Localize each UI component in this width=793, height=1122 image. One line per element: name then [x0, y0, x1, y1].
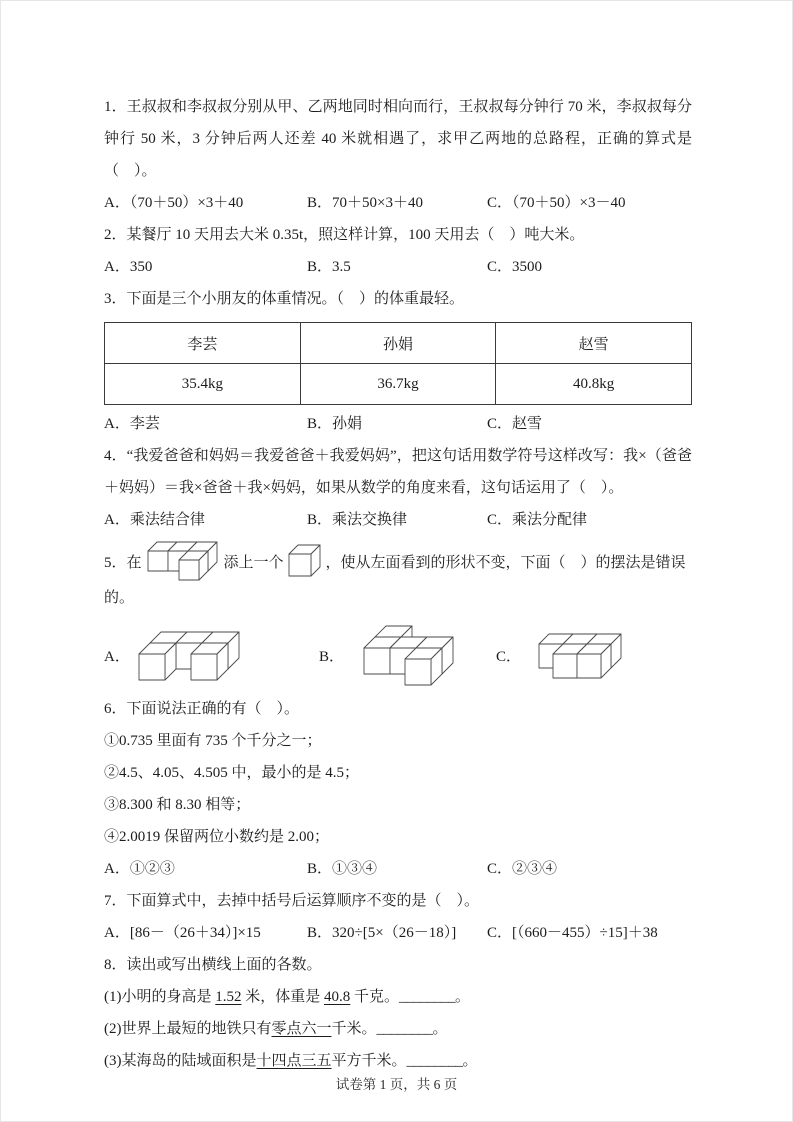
- question-6-options: [104, 853, 692, 885]
- question-8-text: 8．读出或写出横线上面的各数。: [104, 957, 322, 973]
- q5-option-c-label: C．: [496, 649, 522, 665]
- q3-option-c: C．赵雪: [487, 416, 543, 432]
- question-3-text: 3．下面是三个小朋友的体重情况。（ ）的体重最轻。: [104, 291, 465, 307]
- question-3-options: [104, 408, 692, 440]
- q8-item-3-answer-blank: ________: [406, 1053, 463, 1069]
- q4-option-a: A．乘法结合律: [104, 512, 205, 528]
- q5-option-b-cube-figure: [352, 624, 456, 687]
- question-5-line: [104, 540, 692, 582]
- q6-item-1: ①0.735 里面有 735 个千分之一；: [104, 733, 322, 749]
- page-footer: 试卷第 1 页，共 6 页: [335, 1077, 458, 1092]
- single-cube-figure: [288, 544, 322, 578]
- q6-option-b: B．①③④: [307, 861, 378, 877]
- question-4-options: [104, 504, 692, 536]
- q8-item-3-underlined-1: 十四点三五: [256, 1053, 332, 1069]
- q8-item-2-pre: (2)世界上最短的地铁只有: [104, 1021, 272, 1037]
- q4-option-c: C．乘法分配律: [487, 512, 588, 528]
- q6-option-c: C．②③④: [487, 861, 558, 877]
- q1-option-a: A．（70＋50）×3＋40: [104, 195, 244, 211]
- question-1-text: 1．王叔叔和李叔叔分别从甲、乙两地同时相向而行，王叔叔每分钟行 70 米，李叔叔每分钟行 50 米，3 分钟后两人还差 40 米就相遇了，求甲乙两地的总路程，正确的算式是（ ）。: [104, 99, 692, 179]
- weight-table-name-3: 赵雪: [496, 323, 692, 364]
- weight-table-name-1: 李芸: [105, 323, 301, 364]
- q2-option-c: C．3500: [487, 259, 543, 275]
- q8-item-1-post: 千克。: [350, 989, 400, 1005]
- q6-item-2: ②4.5、4.05、4.505 中，最小的是 4.5；: [104, 765, 360, 781]
- q8-item-1-answer-blank: ________: [399, 989, 456, 1005]
- q5-option-a: [104, 630, 319, 682]
- q5-option-a-label: A．: [104, 649, 130, 665]
- q1-option-b: B．70＋50×3＋40: [307, 195, 423, 211]
- exam-content: [104, 91, 692, 1077]
- question-7-options: [104, 917, 692, 949]
- question-2-options: [104, 251, 692, 283]
- q5-option-c-cube-figure: [529, 632, 623, 680]
- q5-text-4: 的。: [104, 590, 135, 606]
- q8-item-2-mid: 千米。: [331, 1021, 377, 1037]
- q7-option-b: B．320÷[5×（26－18）]: [307, 925, 457, 941]
- q8-item-1-underlined-2: 40.8: [324, 989, 351, 1005]
- q8-item-2-end: 。: [432, 1021, 448, 1037]
- weight-table-name-2: 孙娟: [300, 323, 496, 364]
- q7-option-a: A．[86－（26＋34）]×15: [104, 925, 261, 941]
- cube-group-figure: [146, 540, 220, 582]
- weight-table-header-row: [105, 323, 692, 364]
- q5-text-1: 5．在: [104, 554, 142, 571]
- weight-table-value-3: 40.8kg: [496, 364, 692, 405]
- q4-option-b: B．乘法交换律: [307, 512, 408, 528]
- q8-item-3-mid: 平方千米。: [331, 1053, 407, 1069]
- question-4-text: 4．“我爱爸爸和妈妈＝我爱爸爸＋我爱妈妈”，把这句话用数学符号这样改写：我×（爸爸＋妈妈）＝我×爸爸＋我×妈妈，如果从数学的角度来看，这句话运用了（ ）。: [104, 448, 692, 496]
- weight-table-value-row: [105, 364, 692, 405]
- q8-item-1: [104, 981, 692, 1013]
- q6-item-4: ④2.0019 保留两位小数约是 2.00；: [104, 829, 330, 845]
- question-1-options: [104, 187, 692, 219]
- q6-item-3: ③8.300 和 8.30 相等；: [104, 797, 251, 813]
- q8-item-2: [104, 1013, 692, 1045]
- q8-item-1-pre: (1)小明的身高是: [104, 989, 216, 1005]
- weight-table: [104, 322, 692, 405]
- question-2-text: 2．某餐厅 10 天用去大米 0.35t，照这样计算，100 天用去（ ）吨大米。: [104, 227, 585, 243]
- q5-text-2: 添上一个: [223, 554, 284, 571]
- q8-item-1-mid: 米，体重是: [241, 989, 325, 1005]
- q8-item-2-underlined-1: 零点六一: [271, 1021, 332, 1037]
- q5-option-b-label: B．: [319, 649, 345, 665]
- question-6-text: 6．下面说法正确的有（ ）。: [104, 701, 300, 717]
- q3-option-b: B．孙娟: [307, 416, 363, 432]
- q7-option-c: C．[（660－455）÷15]＋38: [487, 925, 658, 941]
- weight-table-value-1: 35.4kg: [105, 364, 301, 405]
- q8-item-3-end: 。: [462, 1053, 478, 1069]
- question-7-text: 7．下面算式中，去掉中括号后运算顺序不变的是（ ）。: [104, 893, 480, 909]
- q8-item-1-end: 。: [455, 989, 471, 1005]
- q8-item-2-answer-blank: ________: [376, 1021, 433, 1037]
- q5-option-b: [319, 624, 496, 687]
- q5-option-a-cube-figure: [138, 630, 242, 682]
- q6-option-a: A．①②③: [104, 861, 175, 877]
- q8-item-3-pre: (3)某海岛的陆域面积是: [104, 1053, 257, 1069]
- q2-option-a: A．350: [104, 259, 153, 275]
- q5-text-3: ，使从左面看到的形状不变，下面（ ）的摆法是错误: [325, 554, 686, 571]
- q2-option-b: B．3.5: [307, 259, 351, 275]
- question-5-options: [104, 624, 692, 687]
- q8-item-1-underlined-1: 1.52: [215, 989, 242, 1005]
- q5-option-c: [496, 632, 692, 680]
- q3-option-a: A．李芸: [104, 416, 160, 432]
- weight-table-value-2: 36.7kg: [300, 364, 496, 405]
- q1-option-c: C．（70＋50）×3－40: [487, 195, 626, 211]
